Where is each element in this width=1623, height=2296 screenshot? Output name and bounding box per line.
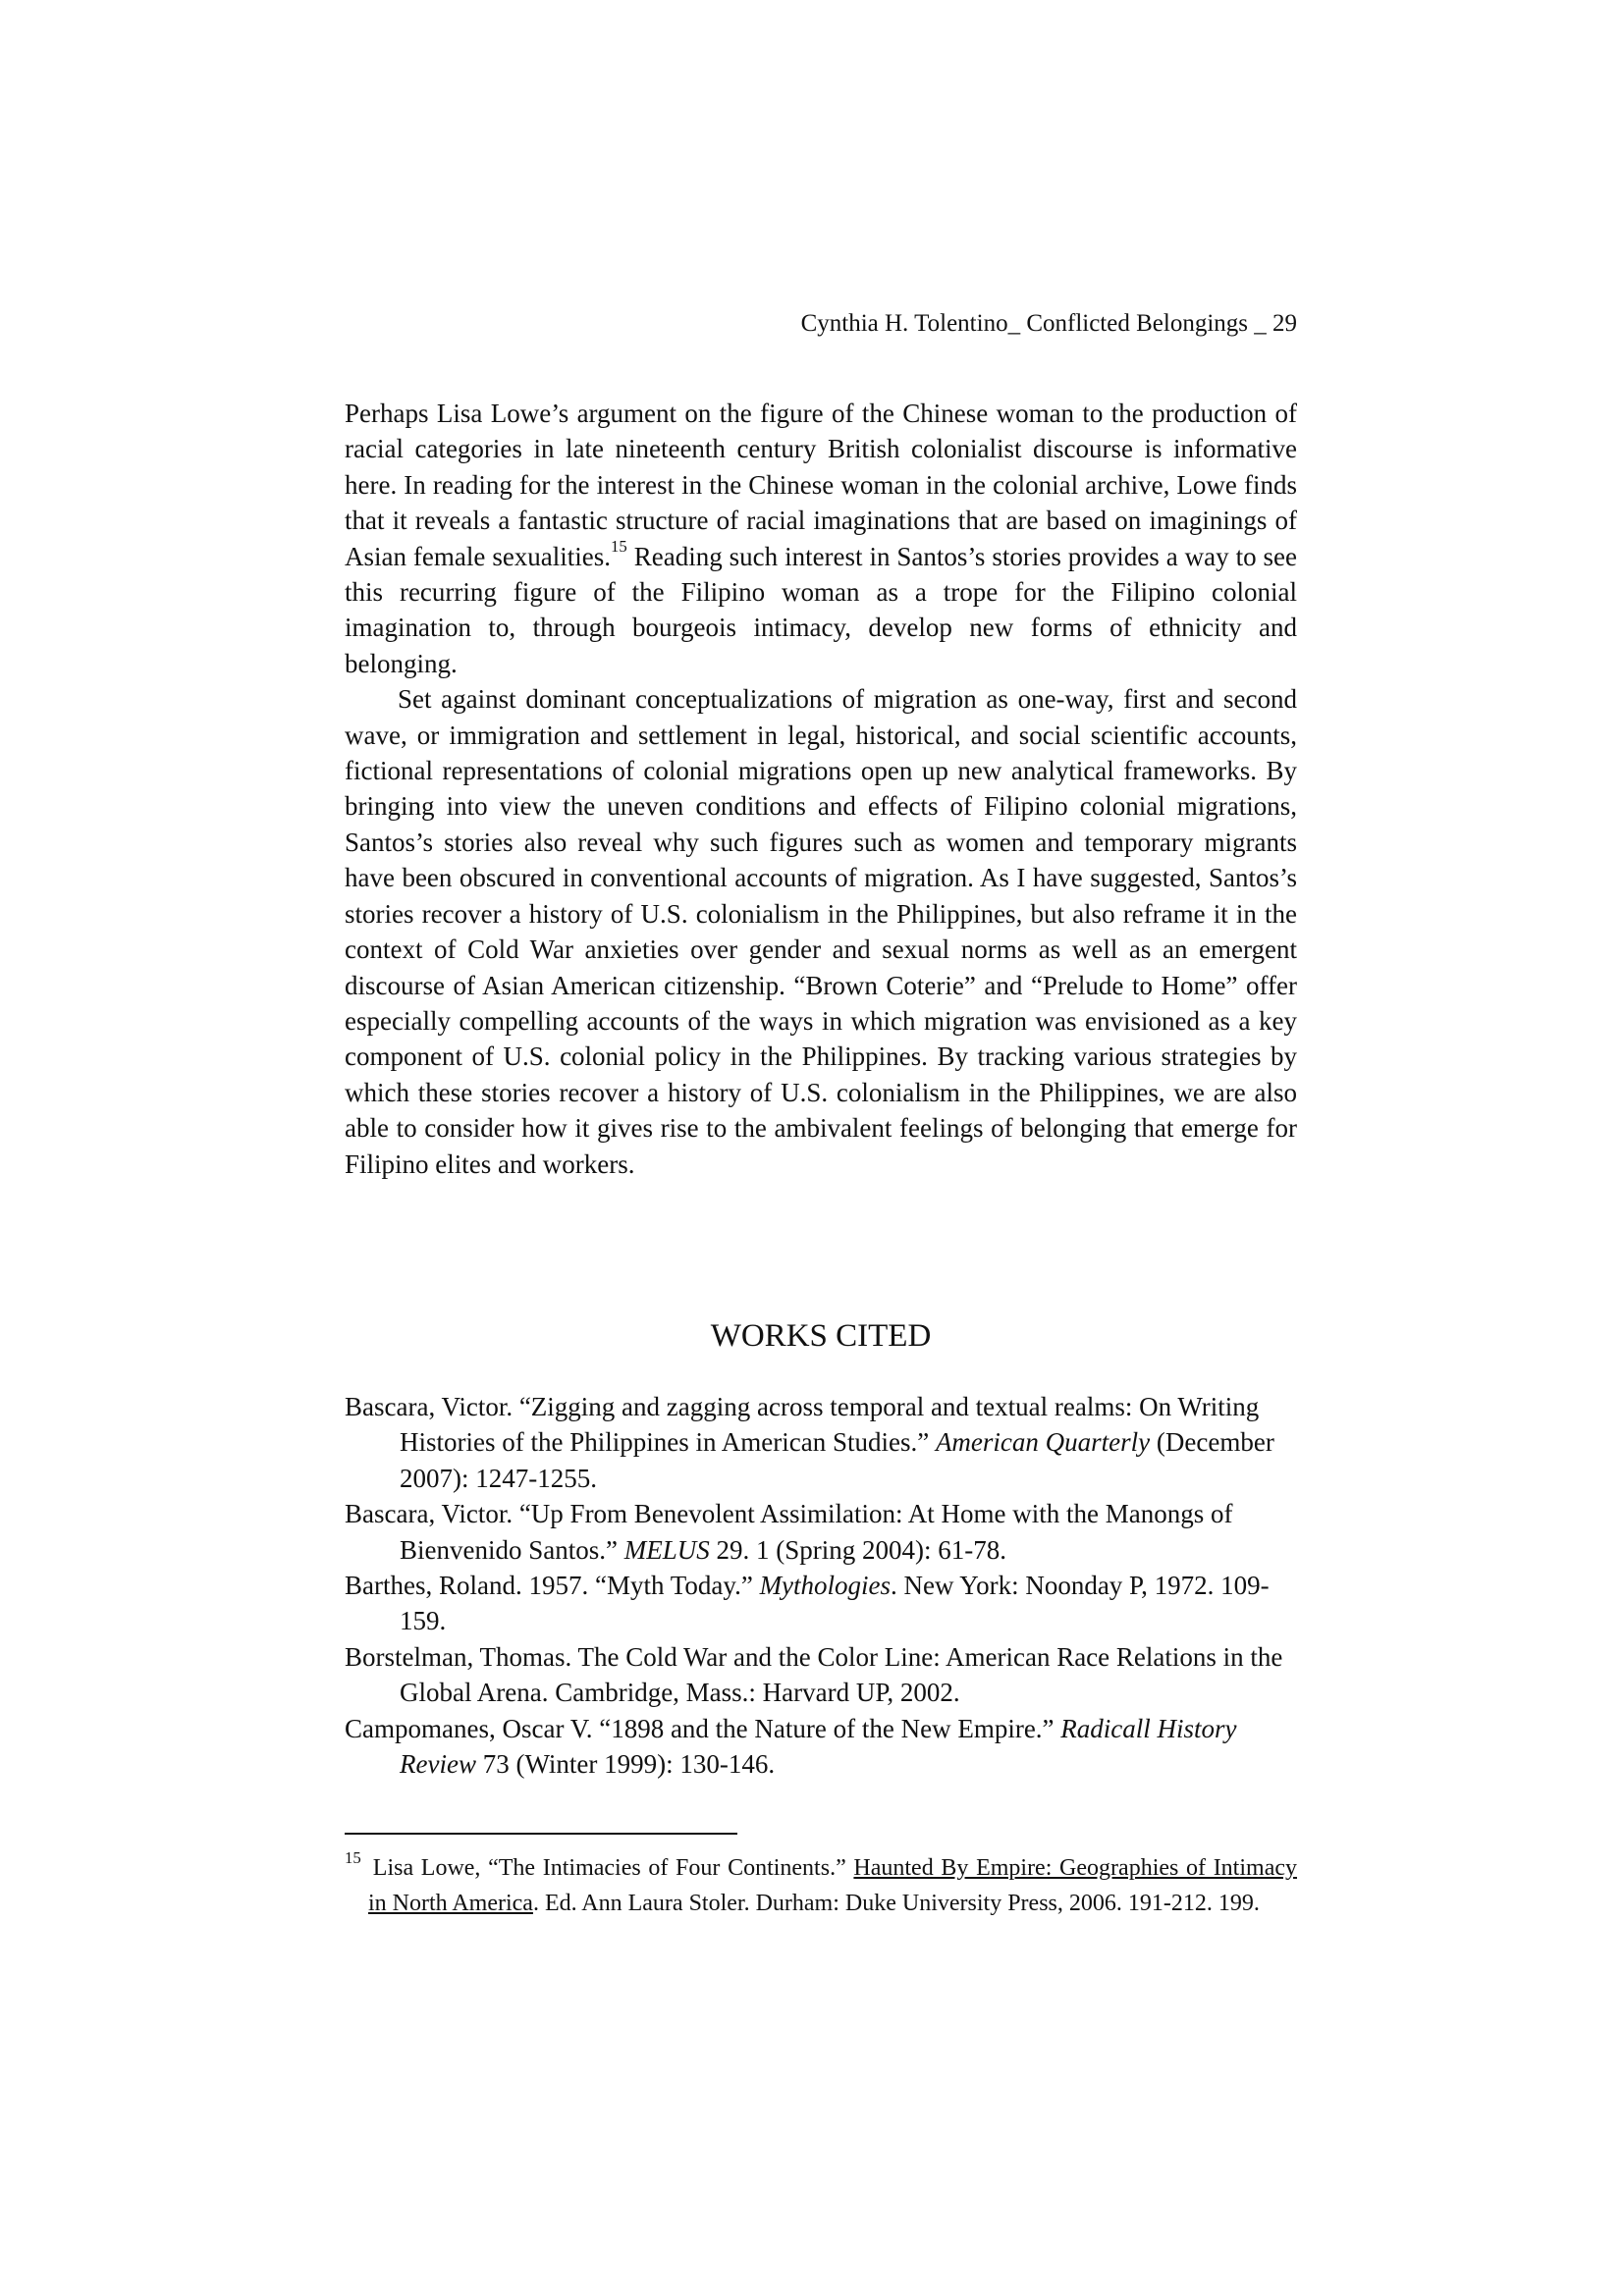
citation-entry xyxy=(345,1568,1297,1639)
paragraph-1 xyxy=(345,396,1297,681)
citation-title: American Quarterly xyxy=(935,1427,1151,1458)
footnote-book-title: Haunted By Empire: Geographies of Intimacy in North America xyxy=(368,1855,1297,1916)
citation-details: . New York: Noonday P, 1972. 109-159. xyxy=(400,1571,1270,1636)
citation-entry xyxy=(345,1639,1297,1711)
body-text xyxy=(345,396,1297,1182)
running-head: Cynthia H. Tolentino_ Conflicted Belongings _ 29 xyxy=(800,310,1297,337)
citation-entry xyxy=(345,1496,1297,1568)
works-cited-heading: WORKS CITED xyxy=(710,1318,932,1354)
citation-text: Bascara, Victor. “Up From Benevolent Assimilation: At Home with the Manongs of Bienvenido Santos.” xyxy=(345,1499,1233,1565)
footnote xyxy=(345,1847,1297,1921)
citation-text: Campomanes, Oscar V. “1898 and the Nature of the New Empire.” xyxy=(345,1713,1061,1743)
citation-title: Mythologies xyxy=(759,1571,892,1601)
footnote-details: . Ed. Ann Laura Stoler. Durham: Duke University Press, 2006. 191-212. 199. xyxy=(532,1891,1260,1916)
works-cited-list xyxy=(345,1389,1297,1782)
footnote-reference: 15 xyxy=(611,537,627,557)
citation-details: 73 (Winter 1999): 130-146. xyxy=(475,1749,776,1780)
citation-entry xyxy=(345,1389,1297,1496)
citation-details: (December 2007): 1247-1255. xyxy=(400,1427,1274,1493)
footnote-number: 15 xyxy=(345,1847,361,1867)
paragraph-1-text-a: Perhaps Lisa Lowe’s argument on the figure of the Chinese woman to the production of racial categories in late nineteenth century British colonialist discourse is informative here. In reading for the interest in the Chinese woman in the colonial archive, Lowe finds that it reveals a fantastic structure of racial imaginations that are based on imaginings of Asian female sexualities. xyxy=(345,399,1297,571)
citation-text: Borstelman, Thomas. The Cold War and the Color Line: American Race Relations in the Global Arena. Cambridge, Mass.: Harvard UP, 2002. xyxy=(345,1641,1283,1708)
citation-details: 29. 1 (Spring 2004): 61-78. xyxy=(709,1534,1006,1565)
paragraph-2: Set against dominant conceptualizations of migration as one-way, first and second wave, or immigration and settlement in legal, historical, and social scientific accounts, fictional representations of colonial migrations open up new analytical frameworks. By bringing into view the uneven conditions and effects of Filipino colonial migrations, Santos’s stories also reveal why such figures such as women and temporary migrants have been obscured in conventional accounts of migration. As I have suggested, Santos’s stories recover a history of U.S. colonialism in the Philippines, but also reframe it in the context of Cold War anxieties over gender and sexual norms as well as an emergent discourse of Asian American citizenship. “Brown Coterie” and “Prelude to Home” offer especially compelling accounts of the ways in which migration was envisioned as a key component of U.S. colonial policy in the Philippines. By tracking various strategies by which these stories recover a history of U.S. colonialism in the Philippines, we are also able to consider how it gives rise to the ambivalent feelings of belonging that emerge for Filipino elites and workers. xyxy=(345,684,1297,1179)
citation-text: Barthes, Roland. 1957. “Myth Today.” xyxy=(345,1571,760,1601)
citation-title: MELUS xyxy=(623,1534,710,1565)
citation-entry xyxy=(345,1711,1297,1783)
paragraph-1-text-b: Reading such interest in Santos’s stories provides a way to see this recurring figure of the Filipino woman as a trope for the Filipino colonial imagination to, through bourgeois intimacy, develop new forms of ethnicity and belonging. xyxy=(345,541,1297,678)
footnote-text: Lisa Lowe, “The Intimacies of Four Continents.” xyxy=(372,1855,854,1881)
footnote-divider xyxy=(345,1833,737,1835)
citation-text: Bascara, Victor. “Zigging and zagging across temporal and textual realms: On Writing Histories of the Philippines in American Studies.” xyxy=(345,1392,1260,1458)
citation-title: Radicall History Review xyxy=(400,1713,1237,1780)
